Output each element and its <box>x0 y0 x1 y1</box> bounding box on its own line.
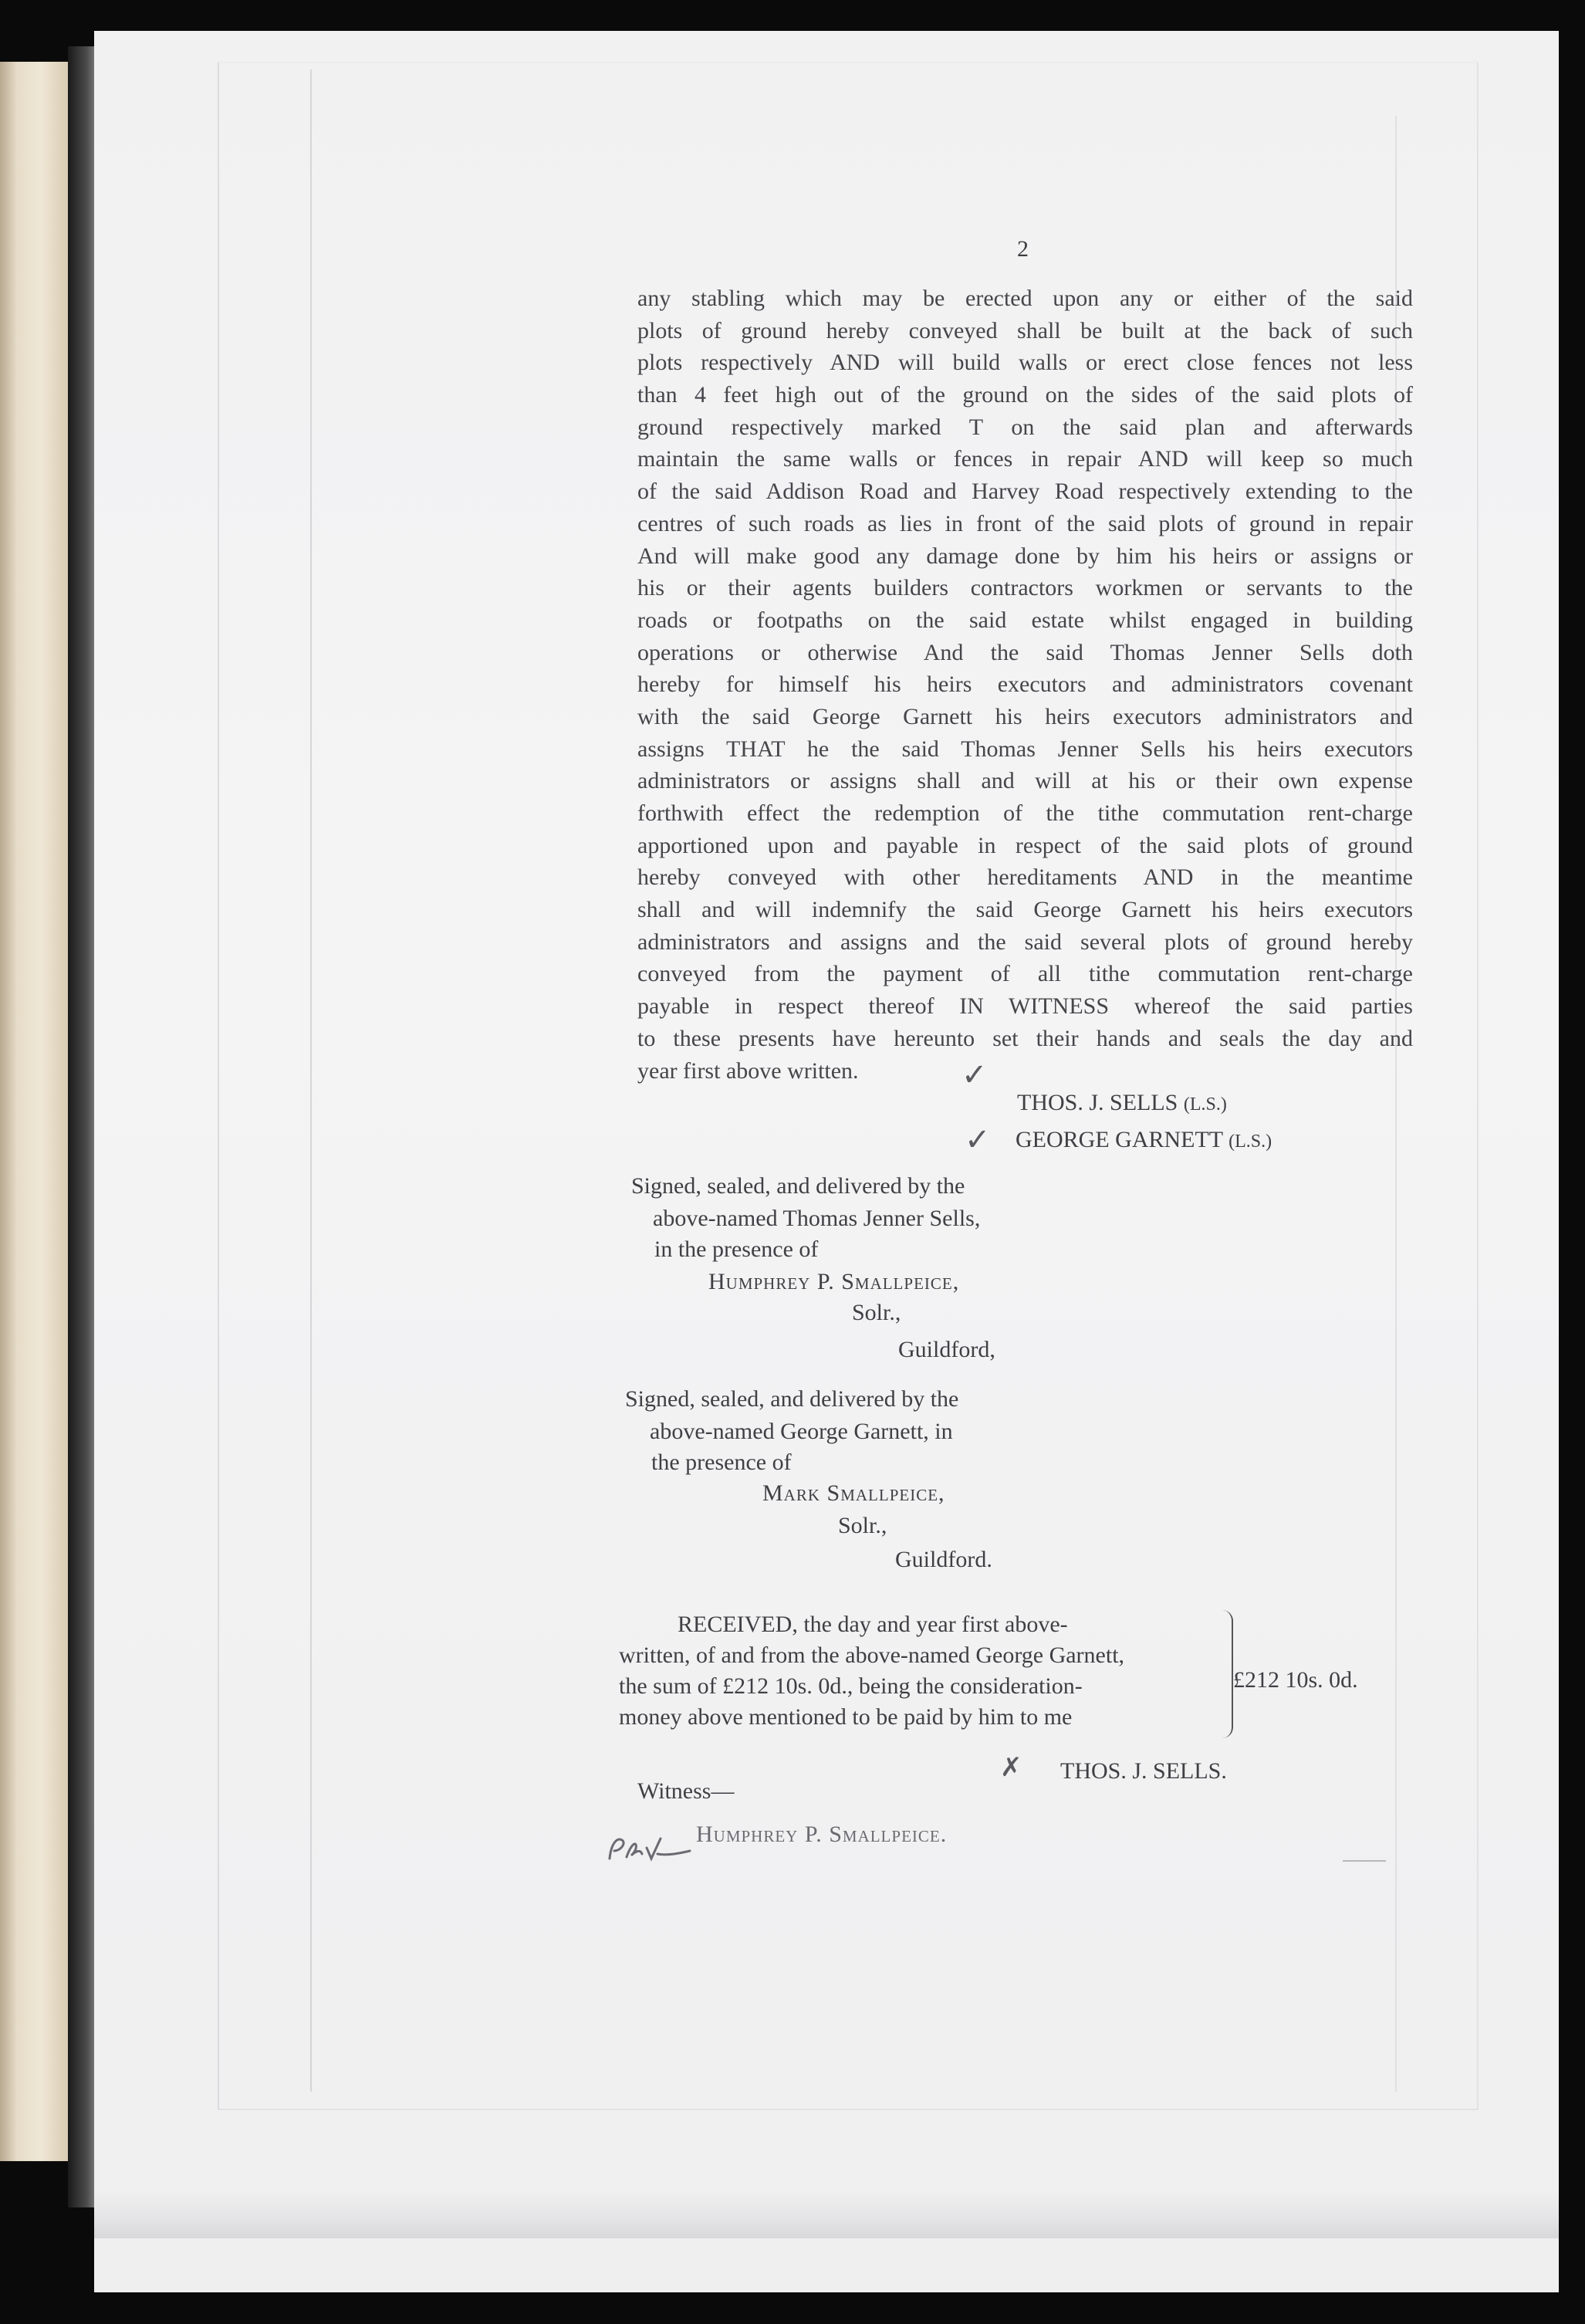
body-line: shall and will indemnify the said George Garnett his heirs executors <box>637 897 1413 923</box>
witness-title: Solr., <box>838 1513 887 1538</box>
body-line: to these presents have hereunto set their hands and seals the day and <box>637 1025 1413 1051</box>
body-line: conveyed from the payment of all tithe commutation rent-charge <box>637 961 1413 987</box>
handwritten-cross-mark: ✗ <box>1000 1752 1022 1783</box>
witness-label: Witness— <box>637 1778 735 1804</box>
body-line: with the said George Garnett his heirs executors administrators and <box>637 703 1413 729</box>
body-line: forthwith effect the redemption of the tithe commutation rent-charge <box>637 800 1413 826</box>
attestation-line: above-named Thomas Jenner Sells, <box>653 1206 981 1231</box>
body-line: operations or otherwise And the said Thomas Jenner Sells doth <box>637 639 1413 665</box>
receipt-witness-name: Humphrey P. Smallpeice. <box>696 1822 948 1847</box>
body-line: centres of such roads as lies in front of the said plots of ground in repair <box>637 510 1413 536</box>
seal-mark: (L.S.) <box>1228 1132 1272 1152</box>
body-line: apportioned upon and payable in respect of the said plots of ground <box>637 832 1413 858</box>
receipt-amount: £212 10s. 0d. <box>1233 1667 1358 1693</box>
body-line: And will make good any damage done by him his heirs or assigns or <box>637 543 1413 569</box>
attestation-line: in the presence of <box>654 1236 819 1262</box>
witness-place: Guildford. <box>895 1547 992 1572</box>
body-line: plots respectively AND will build walls or erect close fences not less <box>637 350 1413 376</box>
witness-title: Solr., <box>852 1300 901 1325</box>
body-line: maintain the same walls or fences in repair AND will keep so much <box>637 446 1413 472</box>
attestation-line: the presence of <box>651 1450 792 1475</box>
handwritten-check-mark: ✓ <box>965 1122 991 1158</box>
deed-body-text <box>637 282 1413 1087</box>
body-line: his or their agents builders contractors workmen or servants to the <box>637 575 1413 601</box>
body-line: plots of ground hereby conveyed shall be built at the back of such <box>637 317 1413 343</box>
signatory-garnett <box>1016 1127 1272 1153</box>
witness-name: Mark Smallpeice, <box>762 1480 945 1506</box>
receipt-line: RECEIVED, the day and year first above- <box>678 1612 1068 1637</box>
handwritten-check-mark: ✓ <box>961 1057 988 1093</box>
body-line: year first above written. <box>637 1057 859 1084</box>
body-line: any stabling which may be erected upon any or either of the said <box>637 286 1413 311</box>
signatory-sells <box>1017 1090 1227 1116</box>
receipt-line: written, of and from the above-named George Garnett, <box>619 1642 1125 1668</box>
handwritten-initials <box>603 1828 696 1874</box>
adjacent-page-edge <box>0 62 68 2161</box>
body-line: hereby conveyed with other hereditaments AND in the meantime <box>637 864 1413 891</box>
attestation-line: Signed, sealed, and delivered by the <box>631 1173 965 1199</box>
body-line: administrators and assigns and the said several plots of ground hereby <box>637 929 1413 955</box>
decorative-dash <box>1343 1860 1386 1862</box>
signatory-name: THOS. J. SELLS <box>1017 1090 1178 1115</box>
seal-mark: (L.S.) <box>1183 1094 1227 1115</box>
attestation-line: above-named George Garnett, in <box>650 1419 953 1444</box>
body-line: of the said Addison Road and Harvey Road respectively extending to the <box>637 479 1413 505</box>
receipt-brace <box>1215 1610 1233 1738</box>
signatory-name: GEORGE GARNETT <box>1016 1127 1223 1152</box>
body-line: roads or footpaths on the said estate whilst engaged in building <box>637 607 1413 633</box>
attestation-line: Signed, sealed, and delivered by the <box>625 1386 959 1412</box>
page-bottom-curl <box>94 2192 1559 2238</box>
receipt-signer: THOS. J. SELLS. <box>1060 1758 1227 1784</box>
page-number: 2 <box>1017 236 1029 262</box>
receipt-line: the sum of £212 10s. 0d., being the consideration- <box>619 1673 1083 1699</box>
receipt-line: money above mentioned to be paid by him to me <box>619 1704 1073 1730</box>
witness-name: Humphrey P. Smallpeice, <box>708 1269 960 1294</box>
body-line: assigns THAT he the said Thomas Jenner Sells his heirs executors <box>637 736 1413 762</box>
body-line: hereby for himself his heirs executors and administrators covenant <box>637 671 1413 698</box>
body-line: than 4 feet high out of the ground on the sides of the said plots of <box>637 382 1413 408</box>
body-line: ground respectively marked T on the said plan and afterwards <box>637 414 1413 440</box>
body-line: payable in respect thereof IN WITNESS whereof the said parties <box>637 993 1413 1020</box>
witness-place: Guildford, <box>898 1337 995 1362</box>
body-line: administrators or assigns shall and will at his or their own expense <box>637 768 1413 794</box>
vertical-fold-line <box>310 69 312 2092</box>
